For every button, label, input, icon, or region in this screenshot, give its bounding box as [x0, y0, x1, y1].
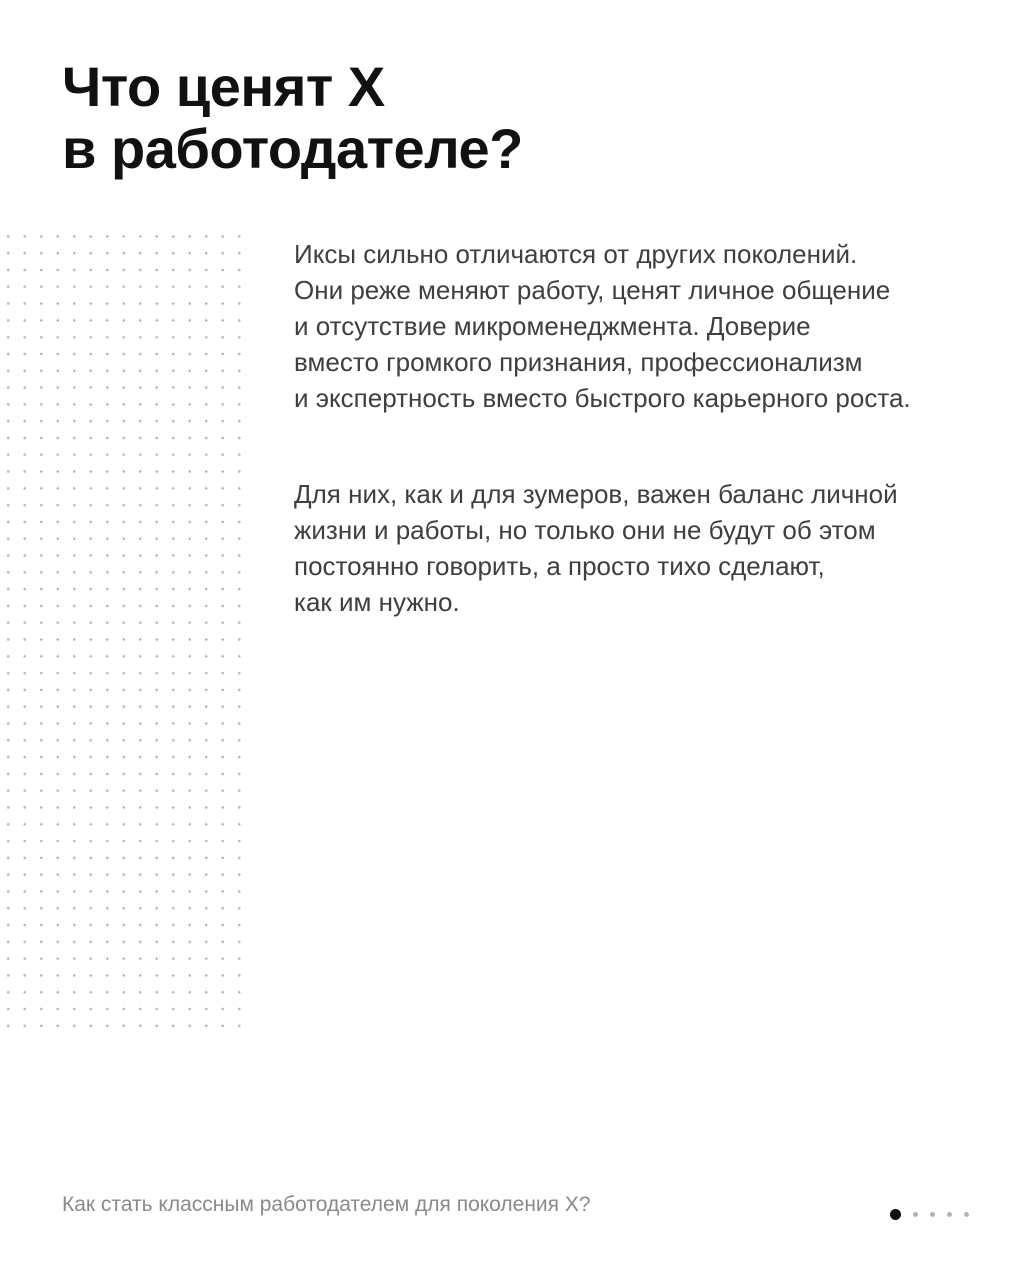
pagination-dot-active[interactable] [890, 1209, 901, 1220]
paragraph-line: и отсутствие микроменеджмента. Доверие [294, 311, 811, 341]
paragraph-line: жизни и работы, но только они не будут об этом [294, 515, 876, 545]
slide-title-line-1: Что ценят X [62, 55, 385, 118]
pagination-dot[interactable] [913, 1212, 918, 1217]
paragraph-line: вместо громкого признания, профессионализм [294, 347, 863, 377]
paragraph-line: Они реже меняют работу, ценят личное общение [294, 275, 891, 305]
pagination-dot[interactable] [930, 1212, 935, 1217]
slide-title [62, 56, 523, 180]
paragraph-line: Для них, как и для зумеров, важен баланс личной [294, 479, 898, 509]
paragraph-line: как им нужно. [294, 587, 460, 617]
paragraph-1 [294, 236, 994, 416]
body-text [294, 236, 994, 620]
paragraph-line: Иксы сильно отличаются от других поколений. [294, 239, 858, 269]
pagination-dot[interactable] [964, 1212, 969, 1217]
paragraph-2 [294, 476, 994, 620]
pagination-dot[interactable] [947, 1212, 952, 1217]
paragraph-line: и экспертность вместо быстрого карьерного роста. [294, 383, 911, 413]
dot-pattern-decoration [0, 228, 244, 1040]
slide-title-line-2: в работодателе? [62, 117, 523, 180]
pagination-dots[interactable] [890, 1206, 969, 1222]
paragraph-line: постоянно говорить, а просто тихо сделают, [294, 551, 825, 581]
footer-caption: Как стать классным работодателем для поколения X? [62, 1193, 591, 1216]
